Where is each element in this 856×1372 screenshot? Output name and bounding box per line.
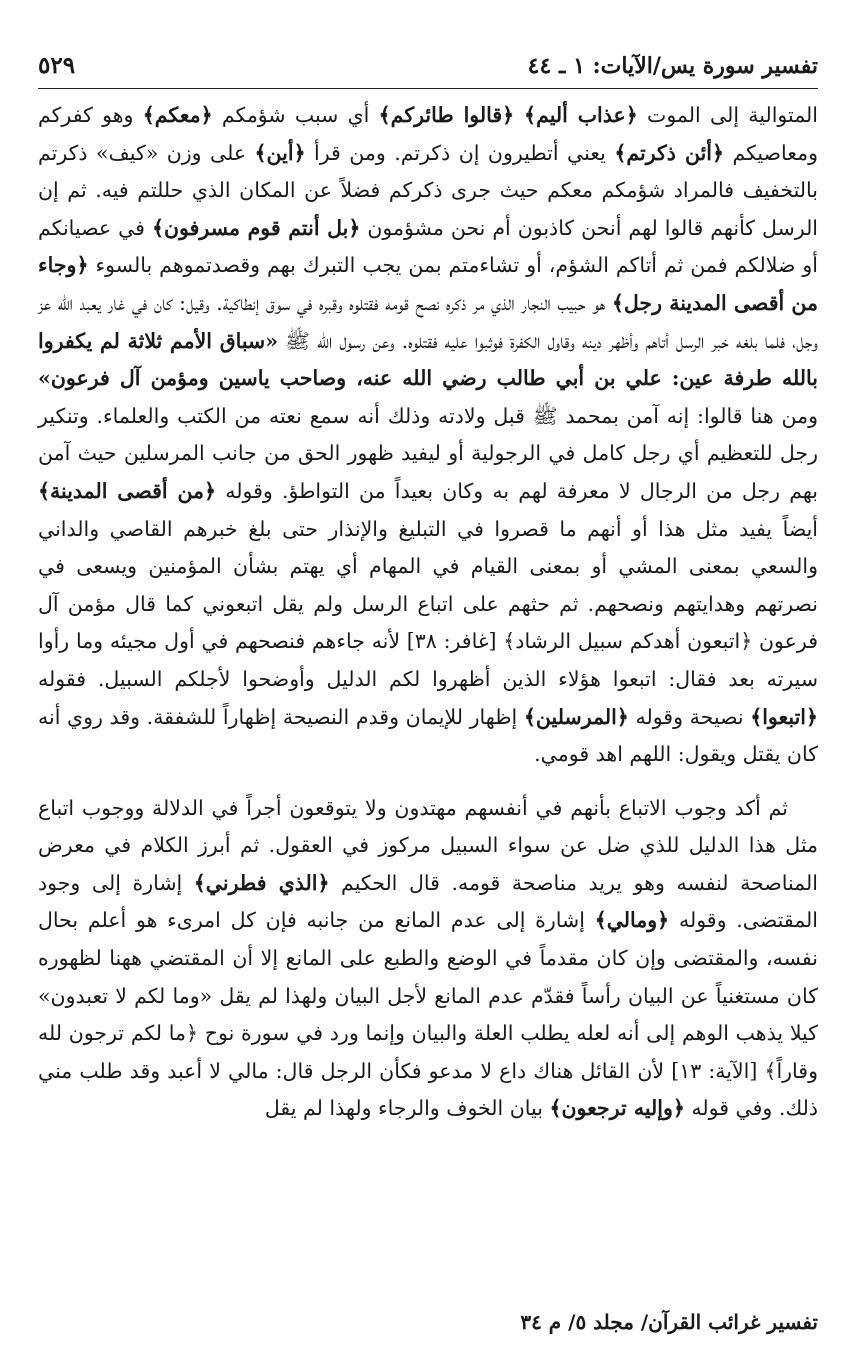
header-title: تفسير سورة يس/الآيات: ١ ـ ٤٤ — [527, 53, 818, 79]
text-run: بيان الخوف والرجاء ولهذا لم يقل — [264, 1096, 550, 1121]
quran-quote: ﴿أئن ذكرتم﴾ — [614, 140, 724, 165]
quran-quote: ﴿عذاب أليم﴾ ﴿قالوا طائركم﴾ — [378, 103, 638, 127]
quran-quote: ﴿بل أنتم قوم مسرفون﴾ — [151, 215, 361, 240]
text-run: إشارة إلى عدم المانع من جانبه فإن كل امرىء هو أعلم بحال نفسه، والمقتضى وإن كان مقدماً في الوضع والطبع على المانع إلا أن المقتضي ههنا لظهوره كان مستغنياً عن البيان رأساً فقدّم عدم المانع لأجل البيان ولهذا لم يقل «وما لكم لا تعبدون» كيلا يذهب الوهم إلى أنه لعله يطلب العلة والبيان وإنما ورد في سورة نوح ﴿ما لكم ترجون لله وقاراً﴾ [الآية: ١٣] لأن القائل هناك داع لا مدعو فكأن الرجل قال: مالي لا أعبد وقد طلب مني ذلك. وفي قوله — [38, 908, 818, 1121]
text-run: أي سبب شؤمكم — [212, 103, 379, 127]
text-run: المتوالية إلى الموت — [637, 103, 818, 127]
quran-quote: ﴿اتبعوا﴾ — [750, 704, 819, 729]
text-run: إظهار للإيمان وقدم النصيحة إظهاراً للشفقة. وقد روي أنه كان يقتل ويقول: اللهم اهد قومي. — [38, 704, 818, 767]
quran-quote: ﴿أين﴾ — [254, 140, 306, 165]
quran-quote: ﴿وجاء من أقصى المدينة رجل﴾ — [38, 253, 818, 315]
text-run: ومن هنا قالوا: إنه آمن بمحمد ﷺ قبل ولادته وذلك أنه سمع نعته من الكتب والعلماء. وتنكير رجل للتعظيم أي رجل كامل في الرجولية أو ليفيد ظهور الحق من جانب المرسلين حيث آمن بهم رجل من الرجال لا معرفة لهم به وكان بعيداً من التواطؤ. وقوله — [38, 403, 819, 503]
quran-quote: ﴿معكم﴾ — [142, 103, 213, 127]
footer-note: تفسير غرائب القرآن/ مجلد ٥/ م ٣٤ — [520, 1310, 818, 1334]
running-header — [38, 52, 818, 89]
text-run: على وزن «كيف» ذكرتم بالتخفيف فالمراد شؤمكم معكم حيث جرى ذكركم فضلاً عن المكان الذي حللتم فيه. ثم إن الرسل كأنهم قالوا لهم أنحن كاذبون أم نحن مشؤمون — [38, 140, 819, 240]
quran-quote: ﴿وإليه ترجعون﴾ — [549, 1096, 685, 1121]
paragraph-2 — [38, 790, 818, 1128]
text-run: وهو كفركم ومعاصيكم — [38, 103, 819, 165]
page — [38, 52, 818, 1352]
quran-quote: «سباق الأمم ثلاثة لم يكفروا بالله طرفة عين: علي بن أبي طالب رضي الله عنه، وصاحب ياسين ومؤمن آل فرعون» — [38, 328, 818, 391]
text-run: هو حبيب النجار الذي مر ذكره نصح قومه فقتلوه وقبره في سوق إنطاكية. وقيل: كان في غار يعبد الله عز وجل، فلما بلغه خبر الرسل أتاهم وأظهر دينه وقاول الكفرة فوثبوا عليه فقتلوه. وعن رسول الله ﷺ — [38, 290, 818, 353]
text-run: إشارة إلى وجود المقتضى. وقوله — [38, 870, 818, 933]
text-run: يعني أتطيرون إن ذكرتم. ومن قرأ — [305, 140, 615, 165]
quran-quote: ﴿ومالي﴾ — [594, 908, 670, 933]
text-run: نصيحة وقوله — [628, 704, 751, 729]
page-number: ٥٢٩ — [38, 52, 76, 79]
text-run: في عصيانكم أو ضلالكم فمن ثم أتاكم الشؤم، أو تشاءمتم بمن يجب التبرك بهم وقصدتموهم بالسوء — [38, 215, 818, 278]
text-run: ثم أكد وجوب الاتباع بأنهم في أنفسهم مهتدون ولا يتوقعون أجراً في الدلالة ووجوب اتباع مثل هذا الدليل للذي ضل عن سواء السبيل مركوز في العقول. ثم أبرز الكلام في معرض المناصحة لنفسه وهو يريد مناصحة قومه. قال الحكيم — [38, 795, 818, 895]
paragraph-1 — [38, 97, 818, 774]
quran-quote: ﴿من أقصى المدينة﴾ — [38, 478, 217, 503]
quran-quote: ﴿المرسلين﴾ — [523, 704, 629, 729]
text-run: أيضاً يفيد مثل هذا أو أنهم ما قصروا في التبليغ والإنذار حتى بلغ خبرهم القاصي والداني والسعي بمعنى المشي أو بمعنى القيام في المهام أي يهتم بشأن المؤمنين ويسعى في نصرتهم وهدايتهم ونصحهم. ثم حثهم على اتباع الرسل ولم يقل اتبعوني كما قال مؤمن آل فرعون ﴿اتبعون أهدكم سبيل الرشاد﴾ [غافر: ٣٨] لأنه جاءهم فنصحهم في أول مجيئه وما رأوا سيرته بعد فقال: اتبعوا هؤلاء الذين أظهروا لكم الدليل وأوضحوا لأجلكم السبيل. فقوله — [38, 516, 818, 691]
quran-quote: ﴿الذي فطرني﴾ — [193, 870, 330, 895]
